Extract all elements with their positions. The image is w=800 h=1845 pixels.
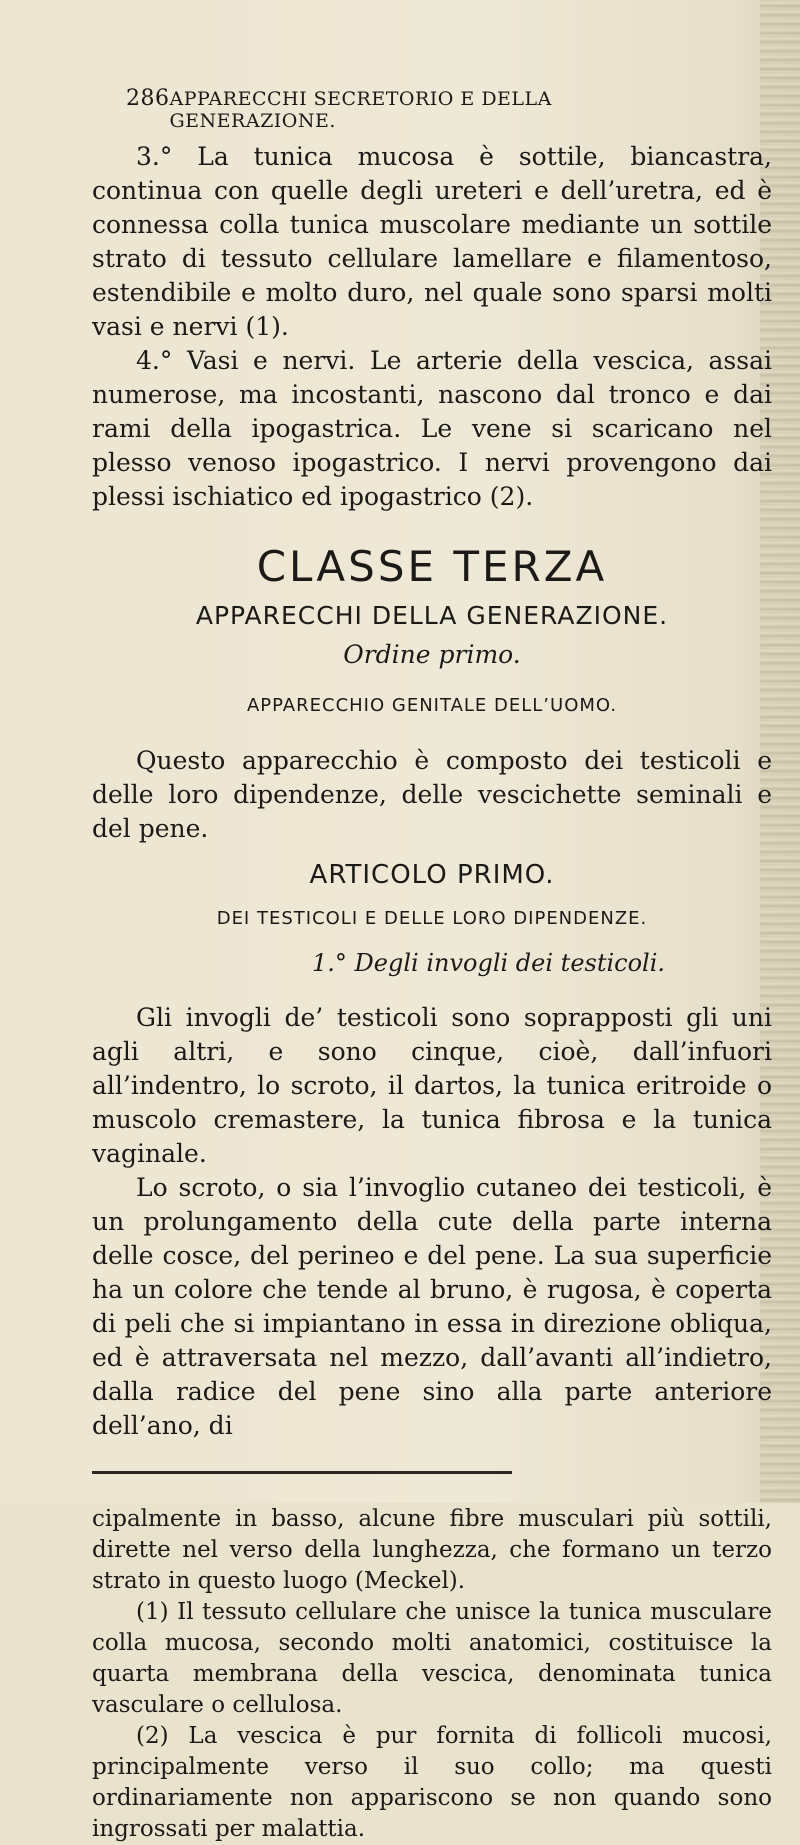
footnote-2: (2) La vescica è pur fornita di follicoli mucosi, principalmente verso il suo collo; ma questi ordinariamente non appariscono se non quando sono ingrossati per malattia. bbox=[92, 1723, 772, 1842]
order-title: Ordine primo. bbox=[343, 640, 521, 669]
footnote-continuation: cipalmente in basso, alcune fibre musculari più sottili, dirette nel verso della lunghezza, che formano un terzo strato in questo luogo (Meckel). bbox=[92, 1506, 772, 1594]
page-number: 286 bbox=[126, 86, 170, 111]
paragraph-vasi-nervi: 4.° Vasi e nervi. Le arterie della vescica, assai numerose, ma incostanti, nascono dal tronco e dai rami della ipogastrica. Le vene si scaricano nel plesso venoso ipogastrico. I nervi provengono dai plessi ischiatico ed ipogastrico (2). bbox=[92, 346, 772, 511]
paragraph-scroto: Lo scroto, o sia l’invoglio cutaneo dei testicoli, è un prolungamento della cute della parte interna delle cosce, del perineo e del pene. La sua superficie ha un colore che tende al bruno, è rugosa, è coperta di peli che si impiantano in essa in direzione obliqua, ed è attraversata nel mezzo, dall’avanti all’indietro, dalla radice del pene sino alla parte anteriore dell’ano, di bbox=[92, 1173, 772, 1440]
paragraph-intro: Questo apparecchio è composto dei testicoli e delle loro dipendenze, delle vescichette seminali e del pene. bbox=[92, 746, 772, 843]
page-content bbox=[92, 86, 772, 1845]
class-subtitle: APPARECCHI DELLA GENERAZIONE. bbox=[195, 601, 669, 630]
running-header bbox=[126, 86, 646, 132]
article-title: ARTICOLO PRIMO. bbox=[309, 860, 555, 890]
paragraph-invogli: Gli invogli de’ testicoli sono soprapposti gli uni agli altri, e sono cinque, cioè, dall’infuori all’indentro, lo scroto, il dartos, la tunica eritroide o muscolo cremastere, la tunica fibrosa e la tunica vaginale. bbox=[92, 1003, 772, 1168]
apparatus-title: APPARECCHIO GENITALE DELL’UOMO. bbox=[246, 695, 618, 716]
footnote-1: (1) Il tessuto cellulare che unisce la tunica musculare colla mucosa, secondo molti anatomici, costituisce la quarta membrana della vescica, denominata tunica vasculare o cellulosa. bbox=[92, 1599, 772, 1718]
section-heading: 1.° Degli invogli dei testicoli. bbox=[312, 949, 666, 977]
running-title: APPARECCHI SECRETORIO E DELLA GENERAZIONE. bbox=[169, 88, 552, 132]
footnote-divider bbox=[92, 1471, 512, 1474]
article-subtitle: DEI TESTICOLI E DELLE LORO DIPENDENZE. bbox=[216, 908, 648, 929]
footnotes bbox=[92, 1504, 772, 1845]
class-title: CLASSE TERZA bbox=[256, 542, 608, 591]
paragraph-tunica-mucosa: 3.° La tunica mucosa è sottile, biancastra, continua con quelle degli ureteri e dell’uretra, ed è connessa colla tunica muscolare mediante un sottile strato di tessuto cellulare lamellare e filamentoso, estendibile e molto duro, nel quale sono sparsi molti vasi e nervi (1). bbox=[92, 142, 772, 341]
